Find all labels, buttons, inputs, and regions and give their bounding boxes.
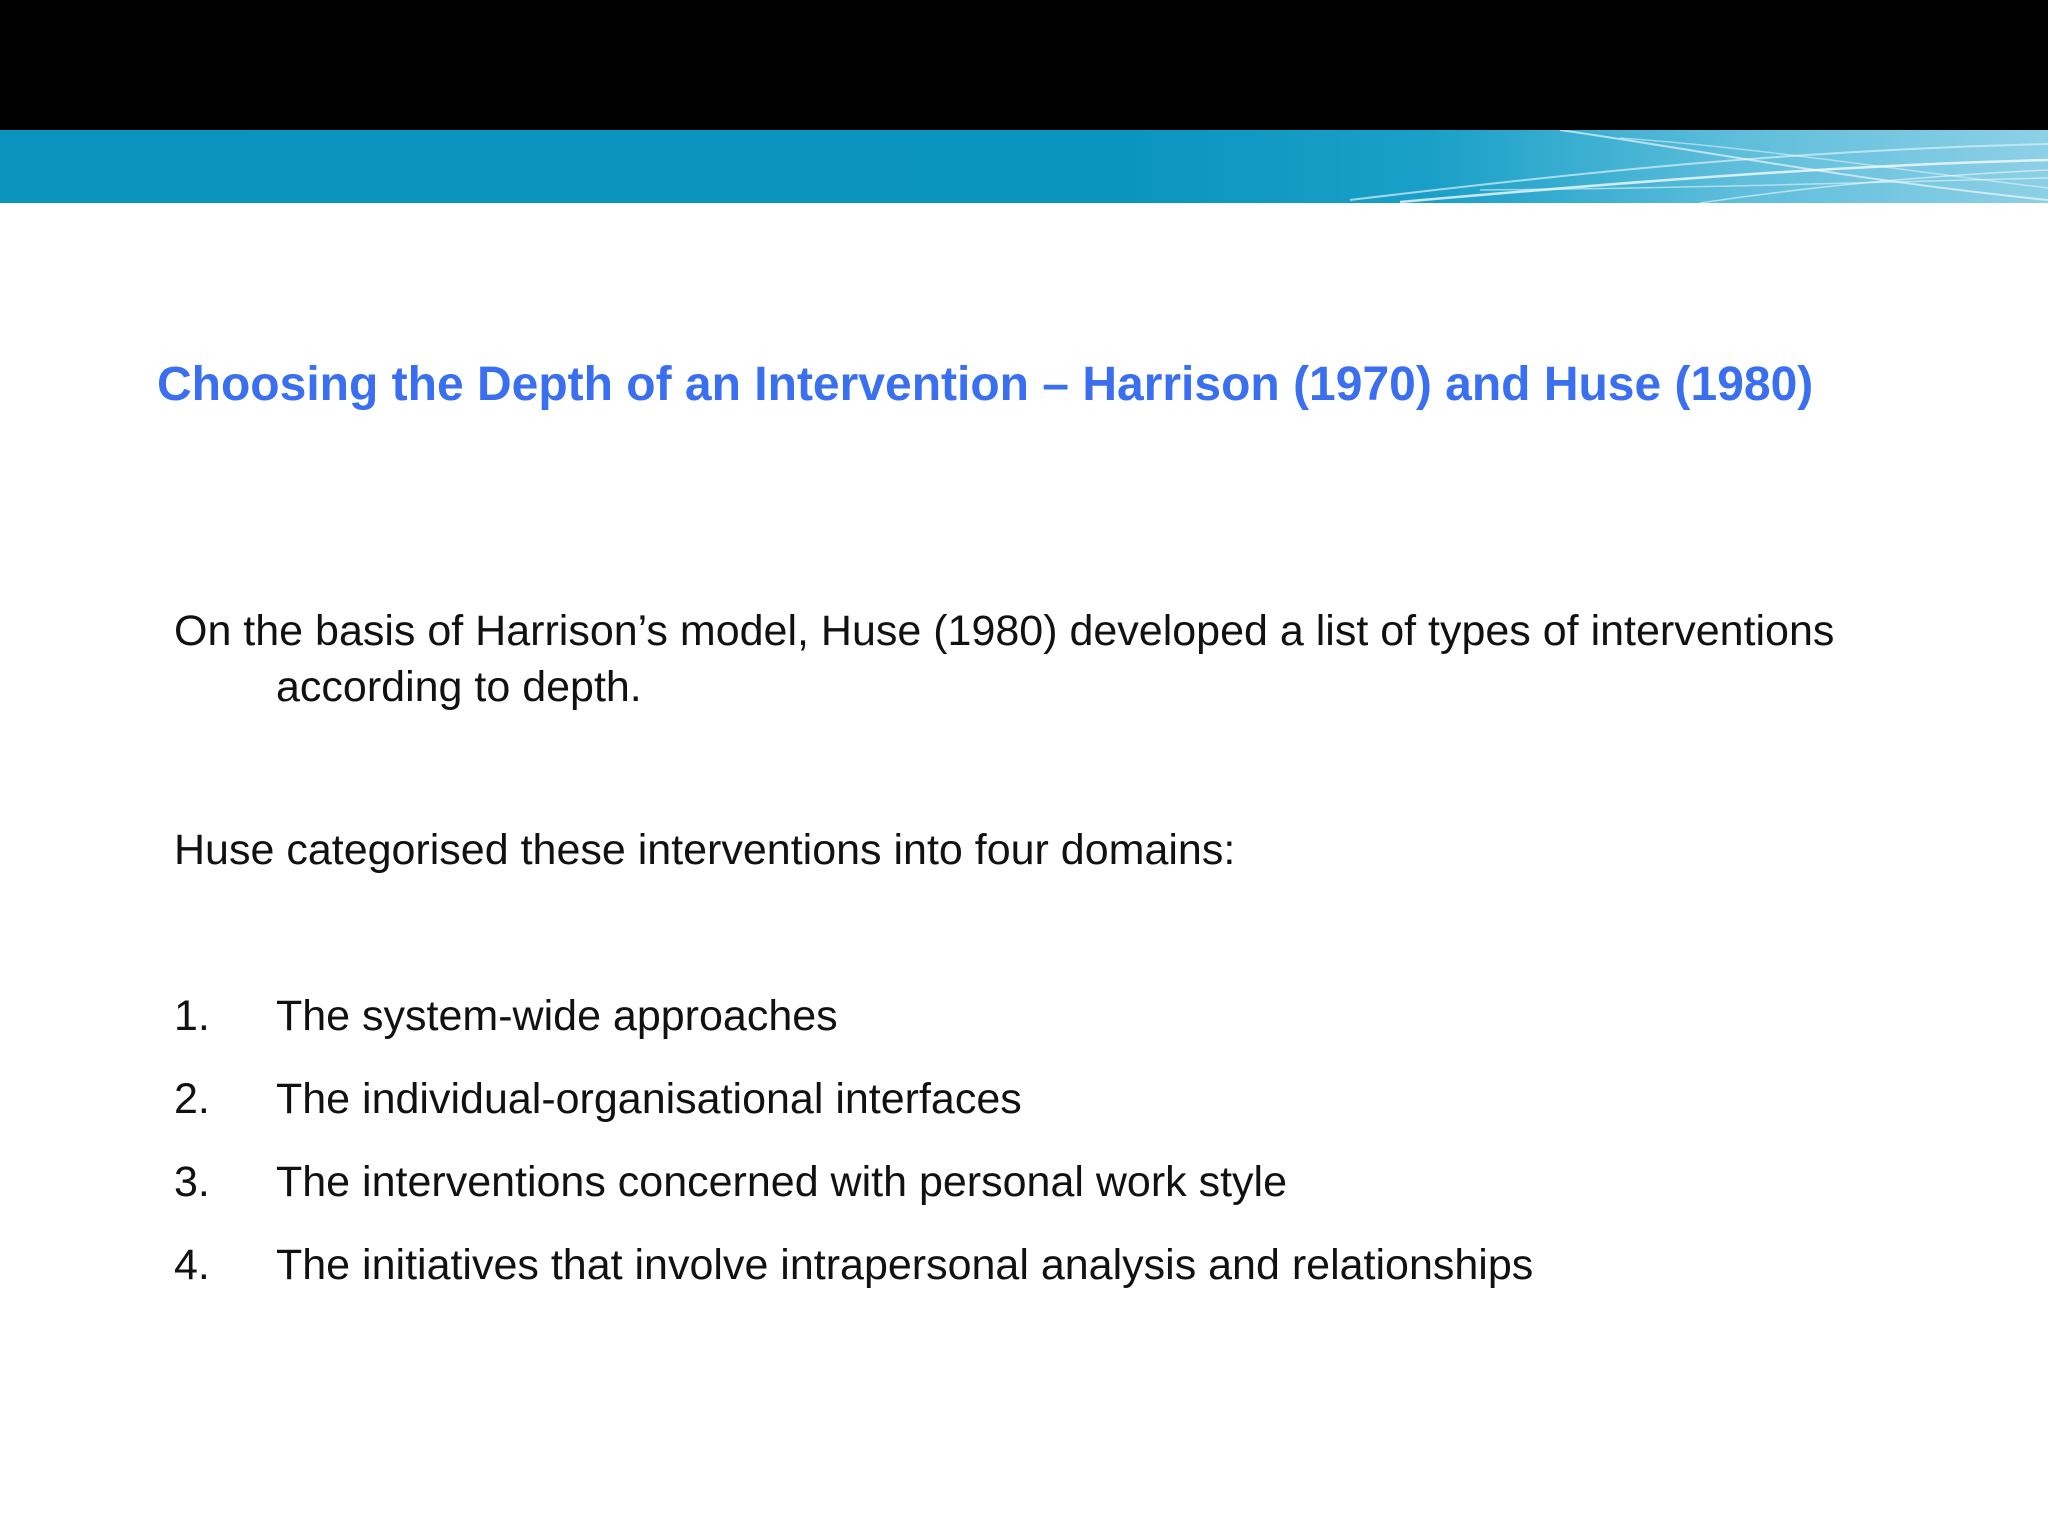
top-black-bar <box>0 0 2048 130</box>
header-swoosh-decoration <box>0 130 2048 203</box>
domains-intro-paragraph: Huse categorised these interventions into four domains: <box>174 826 1236 874</box>
list-item-text: The initiatives that involve intrapersonal analysis and relationships <box>276 1241 1534 1289</box>
slide-title: Choosing the Depth of an Intervention – Harrison (1970) and Huse (1980) <box>157 358 1814 411</box>
list-item-number: 2. <box>174 1075 210 1123</box>
list-item <box>174 1154 1533 1237</box>
header-band <box>0 130 2048 203</box>
domain-list <box>174 988 1533 1320</box>
list-item-text: The interventions concerned with personal work style <box>276 1158 1288 1206</box>
list-item-number: 3. <box>174 1158 210 1206</box>
list-item <box>174 988 1533 1071</box>
list-item-text: The system-wide approaches <box>276 992 838 1040</box>
list-item-number: 1. <box>174 992 210 1040</box>
intro-paragraph: On the basis of Harrison’s model, Huse (1980) developed a list of types of interventions according to depth. <box>174 607 1835 711</box>
list-item <box>174 1071 1533 1154</box>
list-item-text: The individual-organisational interfaces <box>276 1075 1022 1123</box>
list-item <box>174 1237 1533 1320</box>
list-item-number: 4. <box>174 1241 210 1289</box>
